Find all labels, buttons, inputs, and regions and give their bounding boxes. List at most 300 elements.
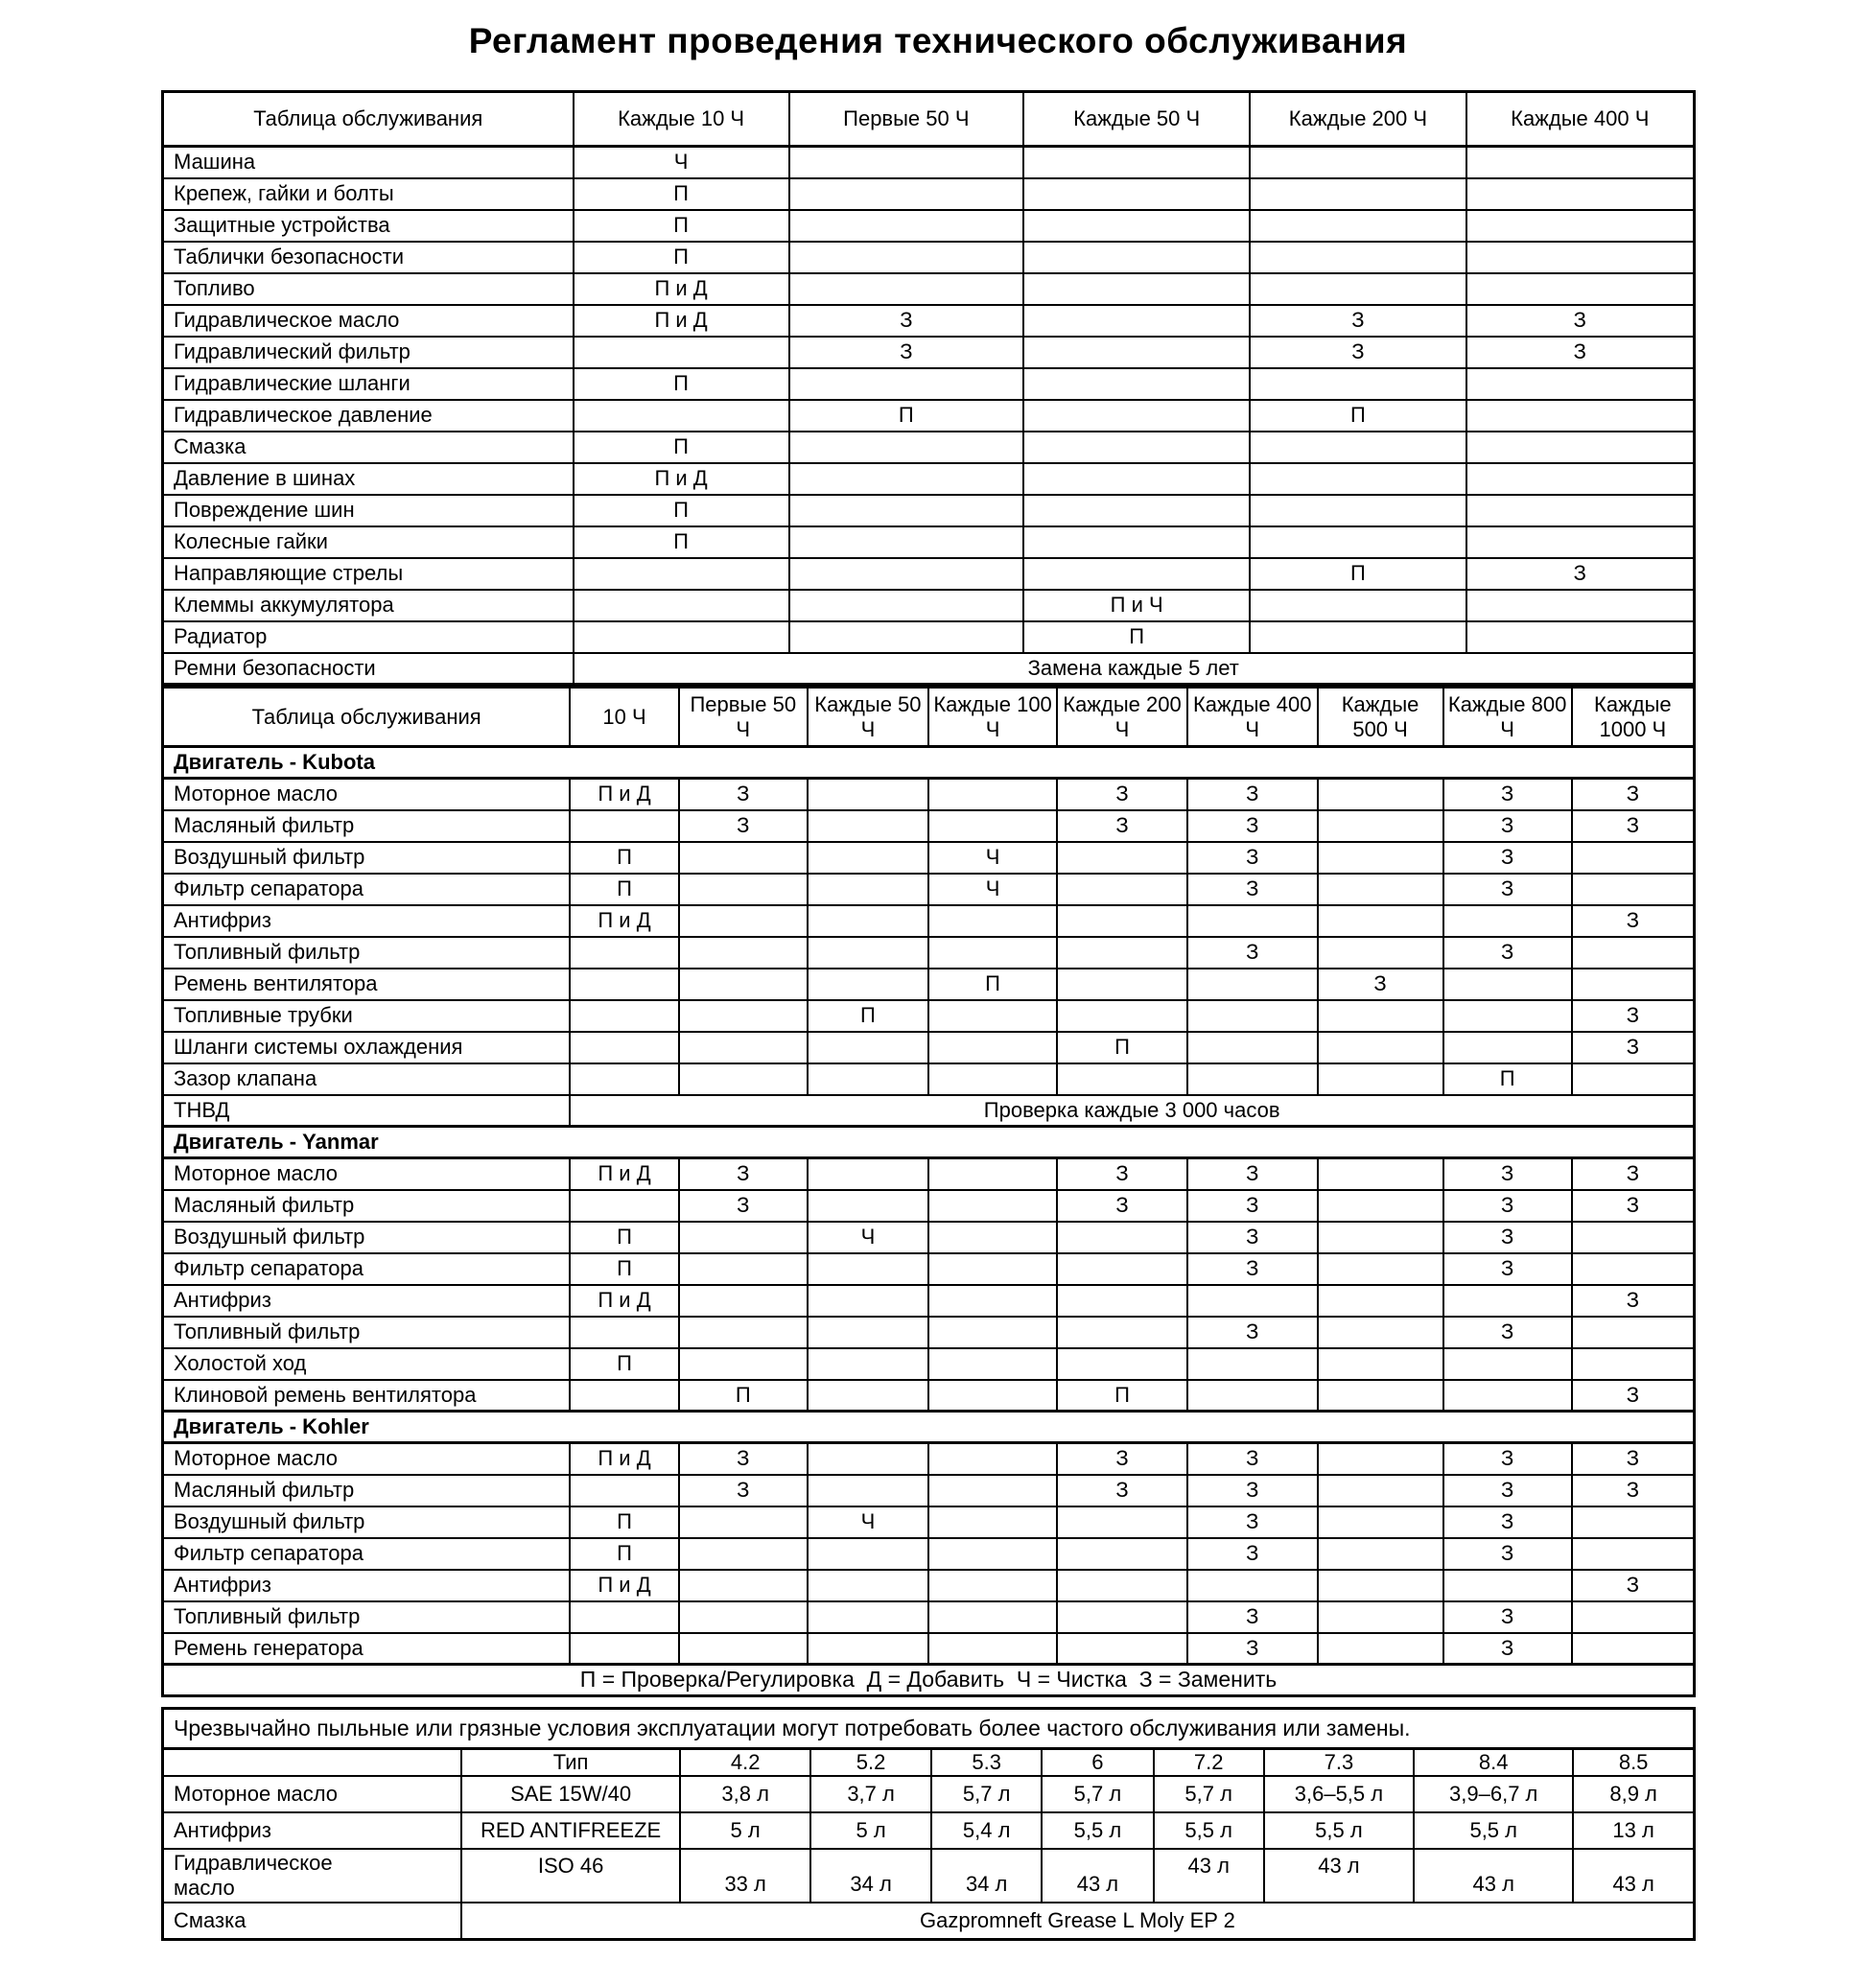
model-column-header: 4.2 [680, 1749, 810, 1776]
interval-column-header: Первые 50 Ч [679, 688, 808, 747]
schedule-cell [808, 1285, 928, 1317]
schedule-cell: Ч [574, 147, 789, 178]
capacity-cell: 5,5 л [1042, 1812, 1154, 1849]
schedule-cell [1572, 1633, 1695, 1665]
schedule-cell [570, 1190, 678, 1222]
schedule-cell: З [1443, 810, 1572, 842]
schedule-cell [679, 1317, 808, 1348]
schedule-cell [1318, 1000, 1443, 1032]
schedule-cell [1023, 147, 1250, 178]
schedule-cell: З [1057, 779, 1187, 810]
schedule-cell [789, 590, 1023, 621]
schedule-cell [1318, 1063, 1443, 1095]
row-label: Топливный фильтр [163, 937, 571, 969]
table-row [163, 1158, 1695, 1190]
interval-column-header: Каждые 50 Ч [808, 688, 928, 747]
schedule-cell: П [928, 969, 1057, 1000]
schedule-cell [808, 1570, 928, 1601]
table-row [163, 1190, 1695, 1222]
schedule-cell: З [789, 337, 1023, 368]
table-row [163, 400, 1695, 432]
capacity-cell: 34 л [931, 1849, 1042, 1903]
row-label: Топливные трубки [163, 1000, 571, 1032]
schedule-cell: З [1187, 1633, 1318, 1665]
schedule-cell [1057, 874, 1187, 905]
schedule-cell: П [1250, 400, 1466, 432]
schedule-cell [1466, 273, 1695, 305]
schedule-cell [928, 1285, 1057, 1317]
schedule-cell: З [1572, 1190, 1695, 1222]
table-row [163, 1222, 1695, 1253]
schedule-cell: П [570, 1348, 678, 1380]
schedule-cell [1250, 147, 1466, 178]
interval-column-header: Каждые 50 Ч [1023, 92, 1250, 147]
table-row [163, 969, 1695, 1000]
schedule-cell [1023, 463, 1250, 495]
row-label: Антифриз [163, 1570, 571, 1601]
legend-cell: П = Проверка/Регулировка Д = Добавить Ч = Чистка З = Заменить [163, 1665, 1695, 1696]
schedule-cell [1466, 621, 1695, 653]
capacity-cell: 3,6–5,5 л [1264, 1776, 1415, 1812]
schedule-cell [1318, 1538, 1443, 1570]
table-row [163, 1849, 1695, 1903]
schedule-cell: З [1187, 1506, 1318, 1538]
table-row [163, 810, 1695, 842]
schedule-cell [679, 1348, 808, 1380]
schedule-cell [679, 1570, 808, 1601]
schedule-cell [1318, 842, 1443, 874]
row-label: Гидравлическое масло [163, 305, 574, 337]
schedule-cell [1057, 1000, 1187, 1032]
schedule-cell: З [1443, 1443, 1572, 1475]
merged-value-cell: Gazpromneft Grease L Moly EP 2 [461, 1903, 1695, 1939]
schedule-cell: П и Д [570, 1285, 678, 1317]
schedule-cell [1187, 1000, 1318, 1032]
schedule-cell [1187, 905, 1318, 937]
table-row [163, 1538, 1695, 1570]
interval-column-header: Каждые 1000 Ч [1572, 688, 1695, 747]
schedule-cell: З [1057, 1158, 1187, 1190]
schedule-cell [1572, 1317, 1695, 1348]
schedule-cell [1187, 1570, 1318, 1601]
schedule-cell [928, 1538, 1057, 1570]
schedule-cell [928, 1000, 1057, 1032]
schedule-cell [1443, 1000, 1572, 1032]
model-column-header: 5.2 [810, 1749, 931, 1776]
schedule-cell [1250, 526, 1466, 558]
schedule-cell [1023, 337, 1250, 368]
table-row [163, 147, 1695, 178]
schedule-cell: П и Д [570, 779, 678, 810]
schedule-cell [1023, 178, 1250, 210]
schedule-cell [789, 621, 1023, 653]
schedule-cell [1572, 874, 1695, 905]
schedule-cell [789, 210, 1023, 242]
schedule-cell [928, 937, 1057, 969]
schedule-cell [570, 810, 678, 842]
schedule-cell [928, 1601, 1057, 1633]
schedule-cell [928, 905, 1057, 937]
schedule-cell [928, 1158, 1057, 1190]
schedule-cell [808, 1601, 928, 1633]
schedule-cell [679, 1601, 808, 1633]
schedule-cell [1187, 1348, 1318, 1380]
capacity-cell: 34 л [810, 1849, 931, 1903]
table-row [163, 1253, 1695, 1285]
schedule-cell: З [1057, 1190, 1187, 1222]
schedule-cell [928, 1475, 1057, 1506]
schedule-cell: П [570, 842, 678, 874]
schedule-cell [1057, 1317, 1187, 1348]
schedule-cell: З [1187, 937, 1318, 969]
schedule-cell [1057, 1601, 1187, 1633]
capacity-cell: 43 л [1573, 1849, 1694, 1903]
row-label: Машина [163, 147, 574, 178]
schedule-cell [679, 842, 808, 874]
schedule-cell: П [574, 242, 789, 273]
schedule-cell [1318, 1633, 1443, 1665]
schedule-cell [679, 1000, 808, 1032]
schedule-cell: П [570, 1538, 678, 1570]
schedule-cell: З [679, 779, 808, 810]
schedule-cell [928, 1190, 1057, 1222]
capacity-cell: 43 л [1154, 1849, 1264, 1903]
schedule-cell: З [679, 1475, 808, 1506]
row-label: Смазка [163, 432, 574, 463]
schedule-cell [808, 874, 928, 905]
capacity-cell: 3,8 л [680, 1776, 810, 1812]
merged-note-cell: Замена каждые 5 лет [574, 653, 1695, 685]
table-row [163, 1812, 1695, 1849]
overview-schedule-table [161, 90, 1696, 686]
schedule-cell: З [1187, 1222, 1318, 1253]
schedule-cell [574, 621, 789, 653]
schedule-cell [1318, 1253, 1443, 1285]
schedule-cell [808, 1190, 928, 1222]
schedule-cell [928, 779, 1057, 810]
row-label: Ремень генератора [163, 1633, 571, 1665]
schedule-cell: З [1443, 1253, 1572, 1285]
row-label: Холостой ход [163, 1348, 571, 1380]
engine-section-row [163, 1127, 1695, 1158]
schedule-cell [1057, 1285, 1187, 1317]
schedule-cell: З [1187, 1253, 1318, 1285]
row-label: Клиновой ремень вентилятора [163, 1380, 571, 1412]
schedule-cell: З [1443, 1506, 1572, 1538]
schedule-cell [574, 590, 789, 621]
schedule-cell [808, 1443, 928, 1475]
schedule-cell [1318, 874, 1443, 905]
schedule-cell: П [574, 495, 789, 526]
schedule-cell [1057, 1633, 1187, 1665]
schedule-cell [1250, 432, 1466, 463]
schedule-cell [808, 937, 928, 969]
row-label: Моторное масло [163, 1776, 461, 1812]
schedule-cell [1187, 1032, 1318, 1063]
table-row [163, 242, 1695, 273]
row-label: Топливный фильтр [163, 1317, 571, 1348]
row-label: Моторное масло [163, 1443, 571, 1475]
schedule-cell: П [574, 210, 789, 242]
schedule-cell [570, 1063, 678, 1095]
row-label: Масляный фильтр [163, 810, 571, 842]
caption-cell: Таблица обслуживания [163, 688, 571, 747]
schedule-cell [789, 558, 1023, 590]
schedule-cell [679, 1222, 808, 1253]
schedule-cell [1572, 969, 1695, 1000]
table-row [163, 905, 1695, 937]
schedule-cell [789, 463, 1023, 495]
schedule-cell: З [1057, 1475, 1187, 1506]
row-label: Крепеж, гайки и болты [163, 178, 574, 210]
schedule-cell [1318, 1158, 1443, 1190]
schedule-cell [1057, 1570, 1187, 1601]
note-row [163, 1709, 1695, 1749]
row-label: Масляный фильтр [163, 1475, 571, 1506]
fluids-capacity-table [161, 1707, 1696, 1941]
schedule-cell: З [679, 810, 808, 842]
schedule-cell: П [1023, 621, 1250, 653]
table-row [163, 1348, 1695, 1380]
schedule-cell: П [574, 432, 789, 463]
schedule-cell [1572, 1222, 1695, 1253]
schedule-cell [808, 1538, 928, 1570]
schedule-cell: П и Д [574, 273, 789, 305]
schedule-cell [1318, 1032, 1443, 1063]
schedule-cell [928, 1506, 1057, 1538]
schedule-cell: П и Д [574, 305, 789, 337]
table-row [163, 337, 1695, 368]
schedule-cell: З [1443, 842, 1572, 874]
schedule-cell [574, 558, 789, 590]
schedule-cell [1466, 526, 1695, 558]
schedule-cell: З [1572, 779, 1695, 810]
schedule-cell [570, 969, 678, 1000]
schedule-cell [679, 937, 808, 969]
schedule-cell: З [1318, 969, 1443, 1000]
schedule-cell [1318, 1317, 1443, 1348]
schedule-cell [1318, 1190, 1443, 1222]
schedule-cell [570, 1601, 678, 1633]
schedule-cell: З [1572, 1380, 1695, 1412]
schedule-cell [1318, 905, 1443, 937]
schedule-cell [679, 1253, 808, 1285]
schedule-cell: З [1057, 1443, 1187, 1475]
schedule-cell [1250, 590, 1466, 621]
schedule-cell [1023, 273, 1250, 305]
schedule-cell [808, 1475, 928, 1506]
table-row [163, 495, 1695, 526]
schedule-cell: П и Д [570, 905, 678, 937]
schedule-cell [1443, 1285, 1572, 1317]
schedule-cell: П [1250, 558, 1466, 590]
schedule-cell [928, 1348, 1057, 1380]
table-row [163, 1095, 1695, 1127]
table-row [163, 1000, 1695, 1032]
capacity-cell: 13 л [1573, 1812, 1694, 1849]
schedule-cell [1318, 1285, 1443, 1317]
schedule-cell [808, 1158, 928, 1190]
schedule-cell: З [1466, 305, 1695, 337]
schedule-cell [1466, 368, 1695, 400]
row-label: Антифриз [163, 1812, 461, 1849]
legend-row [163, 1665, 1695, 1696]
schedule-cell [1572, 1538, 1695, 1570]
schedule-cell [1318, 1380, 1443, 1412]
schedule-cell [1443, 1032, 1572, 1063]
schedule-cell [1187, 969, 1318, 1000]
schedule-cell: З [1572, 905, 1695, 937]
row-label: Антифриз [163, 905, 571, 937]
schedule-cell [808, 1253, 928, 1285]
schedule-cell [808, 779, 928, 810]
schedule-cell [1318, 1443, 1443, 1475]
interval-column-header: Каждые 500 Ч [1318, 688, 1443, 747]
schedule-cell [1318, 1222, 1443, 1253]
row-label: Топливо [163, 273, 574, 305]
schedule-cell: П [574, 368, 789, 400]
schedule-cell [1250, 621, 1466, 653]
schedule-cell: П [808, 1000, 928, 1032]
schedule-cell: Ч [808, 1506, 928, 1538]
schedule-cell [1187, 1063, 1318, 1095]
schedule-cell: П и Д [570, 1443, 678, 1475]
row-label: Смазка [163, 1903, 461, 1939]
schedule-cell: П [789, 400, 1023, 432]
document-page [0, 21, 1876, 1985]
row-label: Моторное масло [163, 1158, 571, 1190]
schedule-cell [1466, 210, 1695, 242]
schedule-cell: З [1187, 1475, 1318, 1506]
schedule-cell [574, 400, 789, 432]
type-cell: RED ANTIFREEZE [461, 1812, 680, 1849]
row-label: Ремень вентилятора [163, 969, 571, 1000]
schedule-cell [928, 810, 1057, 842]
table-row [163, 210, 1695, 242]
row-label: Воздушный фильтр [163, 1222, 571, 1253]
table-row [163, 305, 1695, 337]
schedule-cell: Ч [928, 874, 1057, 905]
row-label: Ремни безопасности [163, 653, 574, 685]
schedule-cell: З [1466, 337, 1695, 368]
dusty-conditions-note: Чрезвычайно пыльные или грязные условия эксплуатации могут потребовать более частого обслуживания или замены. [163, 1709, 1695, 1749]
table-row [163, 1032, 1695, 1063]
table-row [163, 526, 1695, 558]
schedule-cell: З [1187, 874, 1318, 905]
row-label: Топливный фильтр [163, 1601, 571, 1633]
schedule-cell: П [574, 526, 789, 558]
table-row [163, 368, 1695, 400]
page-title: Регламент проведения технического обслуживания [468, 21, 1408, 60]
schedule-cell [808, 1348, 928, 1380]
table-row [163, 937, 1695, 969]
capacity-cell: 33 л [680, 1849, 810, 1903]
table-row [163, 621, 1695, 653]
interval-column-header: Каждые 200 Ч [1057, 688, 1187, 747]
schedule-cell [679, 1506, 808, 1538]
schedule-cell [1318, 1506, 1443, 1538]
schedule-cell: З [1187, 1443, 1318, 1475]
row-label: Зазор клапана [163, 1063, 571, 1095]
schedule-cell: З [1572, 1285, 1695, 1317]
schedule-cell: П [1443, 1063, 1572, 1095]
schedule-cell [928, 1063, 1057, 1095]
schedule-cell [808, 1063, 928, 1095]
schedule-cell: Ч [808, 1222, 928, 1253]
schedule-cell: З [1187, 810, 1318, 842]
capacity-cell: 5,5 л [1414, 1812, 1573, 1849]
table-row [163, 1380, 1695, 1412]
schedule-cell [1023, 368, 1250, 400]
model-column-header: 8.5 [1573, 1749, 1694, 1776]
schedule-cell [1057, 969, 1187, 1000]
schedule-cell [789, 242, 1023, 273]
table-row [163, 273, 1695, 305]
schedule-cell [808, 1380, 928, 1412]
table-header-row [163, 92, 1695, 147]
schedule-cell [1466, 463, 1695, 495]
schedule-cell [1250, 178, 1466, 210]
schedule-cell [808, 1633, 928, 1665]
table-row [163, 1506, 1695, 1538]
schedule-cell [1023, 210, 1250, 242]
schedule-cell [570, 1032, 678, 1063]
row-label: Клеммы аккумулятора [163, 590, 574, 621]
schedule-cell: П [1057, 1032, 1187, 1063]
row-label: Направляющие стрелы [163, 558, 574, 590]
schedule-cell [1443, 1380, 1572, 1412]
schedule-cell: З [1572, 1032, 1695, 1063]
schedule-cell [928, 1032, 1057, 1063]
table-header-row [163, 688, 1695, 747]
schedule-cell [928, 1317, 1057, 1348]
capacity-cell: 3,9–6,7 л [1414, 1776, 1573, 1812]
schedule-cell [1466, 242, 1695, 273]
schedule-cell [808, 905, 928, 937]
schedule-cell [789, 147, 1023, 178]
capacity-cell: 8,9 л [1573, 1776, 1694, 1812]
engine-section-row [163, 1412, 1695, 1443]
type-column-header: Тип [461, 1749, 680, 1776]
schedule-cell [789, 495, 1023, 526]
schedule-cell [1023, 495, 1250, 526]
schedule-cell [1466, 178, 1695, 210]
table-row [163, 1570, 1695, 1601]
schedule-cell [679, 1032, 808, 1063]
schedule-cell [1466, 590, 1695, 621]
schedule-cell [1023, 400, 1250, 432]
schedule-cell: З [1443, 779, 1572, 810]
schedule-cell: З [1443, 1538, 1572, 1570]
schedule-cell [1572, 1253, 1695, 1285]
schedule-cell: З [1572, 810, 1695, 842]
interval-column-header: Каждые 200 Ч [1250, 92, 1466, 147]
interval-column-header: Первые 50 Ч [789, 92, 1023, 147]
row-label: Воздушный фильтр [163, 842, 571, 874]
engine-section-row [163, 747, 1695, 779]
table-row [163, 1475, 1695, 1506]
capacity-cell: 43 л [1042, 1849, 1154, 1903]
schedule-cell: П [574, 178, 789, 210]
schedule-cell [789, 526, 1023, 558]
schedule-cell [574, 337, 789, 368]
schedule-cell [1443, 905, 1572, 937]
schedule-cell: П [1057, 1380, 1187, 1412]
schedule-cell: З [1250, 337, 1466, 368]
schedule-cell [789, 368, 1023, 400]
table-row [163, 1317, 1695, 1348]
row-label: Защитные устройства [163, 210, 574, 242]
